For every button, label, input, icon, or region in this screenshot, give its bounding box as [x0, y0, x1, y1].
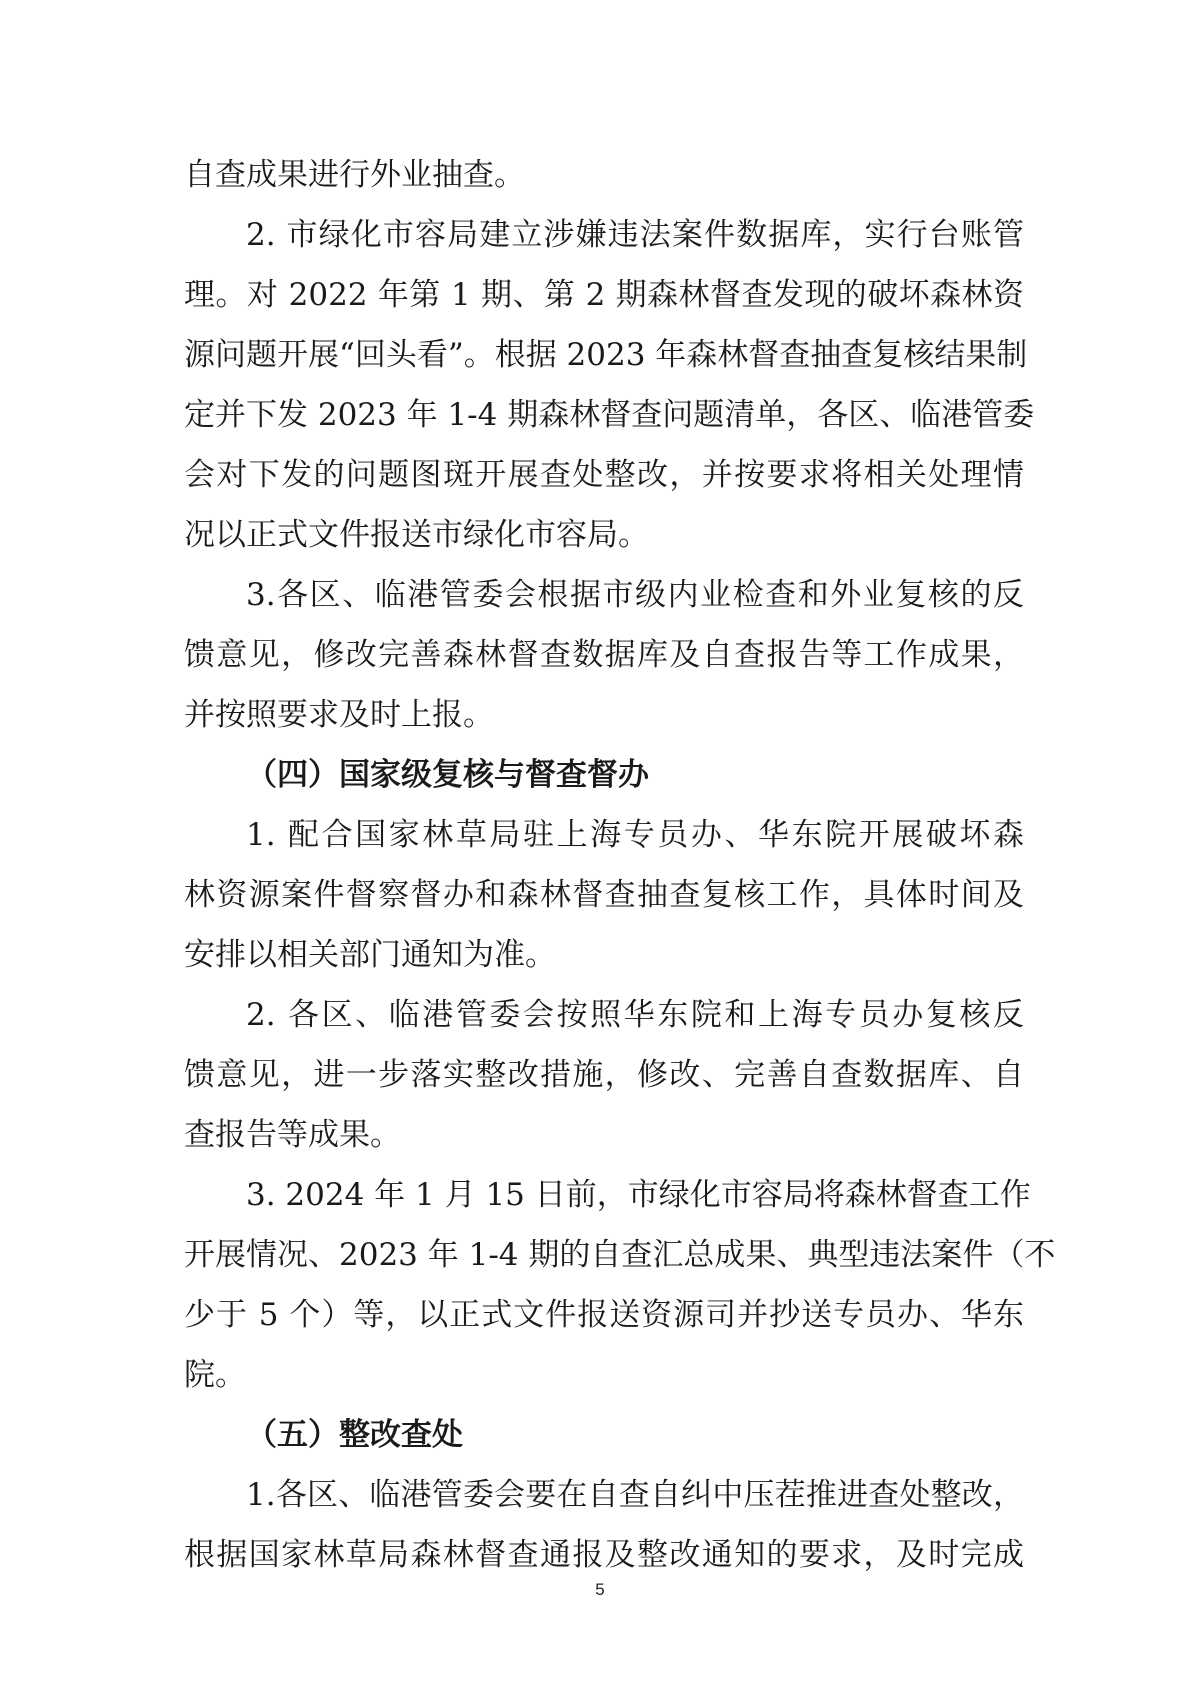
body-text-line: 院。 — [184, 1357, 246, 1393]
body-text-line: 会对下发的问题图斑开展查处整改，并按要求将相关处理情 — [184, 457, 1024, 493]
body-text-line: 1.各区、临港管委会要在自查自纠中压茬推进查处整改， — [246, 1477, 1024, 1513]
body-text-line: 自查成果进行外业抽查。 — [184, 157, 525, 193]
body-text-line: 3.各区、临港管委会根据市级内业检查和外业复核的反 — [246, 577, 1024, 613]
body-text-line: 2. 市绿化市容局建立涉嫌违法案件数据库，实行台账管 — [246, 217, 1024, 253]
body-text-line: 少于 5 个）等，以正式文件报送资源司并抄送专员办、华东 — [184, 1297, 1024, 1333]
body-text-line: 林资源案件督察督办和森林督查抽查复核工作，具体时间及 — [184, 877, 1024, 913]
body-text-line: 2. 各区、临港管委会按照华东院和上海专员办复核反 — [246, 997, 1024, 1033]
body-text-line: 安排以相关部门通知为准。 — [184, 937, 556, 973]
body-text-line: 1. 配合国家林草局驻上海专员办、华东院开展破坏森 — [246, 817, 1024, 853]
body-text-line: 定并下发 2023 年 1-4 期森林督查问题清单，各区、临港管委 — [184, 397, 1035, 433]
body-text-line: 并按照要求及时上报。 — [184, 697, 494, 733]
body-text-line: 3. 2024 年 1 月 15 日前，市绿化市容局将森林督查工作 — [246, 1177, 1031, 1213]
body-text-line: 查报告等成果。 — [184, 1117, 401, 1153]
body-text-line: 馈意见，修改完善森林督查数据库及自查报告等工作成果， — [184, 637, 1024, 673]
body-text-line: 根据国家林草局森林督查通报及整改通知的要求，及时完成 — [184, 1537, 1024, 1573]
body-text-line: 理。对 2022 年第 1 期、第 2 期森林督查发现的破坏森林资 — [184, 277, 1024, 313]
section-heading: （四）国家级复核与督查督办 — [246, 757, 649, 793]
body-text-line: 馈意见，进一步落实整改措施，修改、完善自查数据库、自 — [184, 1057, 1024, 1093]
page-number: 5 — [595, 1580, 605, 1599]
body-text-line: 况以正式文件报送市绿化市容局。 — [184, 517, 649, 553]
section-heading: （五）整改查处 — [246, 1417, 463, 1453]
body-text-line: 开展情况、2023 年 1-4 期的自查汇总成果、典型违法案件（不 — [184, 1237, 1056, 1273]
body-text-line: 源问题开展“回头看”。根据 2023 年森林督查抽查复核结果制 — [184, 337, 1028, 373]
